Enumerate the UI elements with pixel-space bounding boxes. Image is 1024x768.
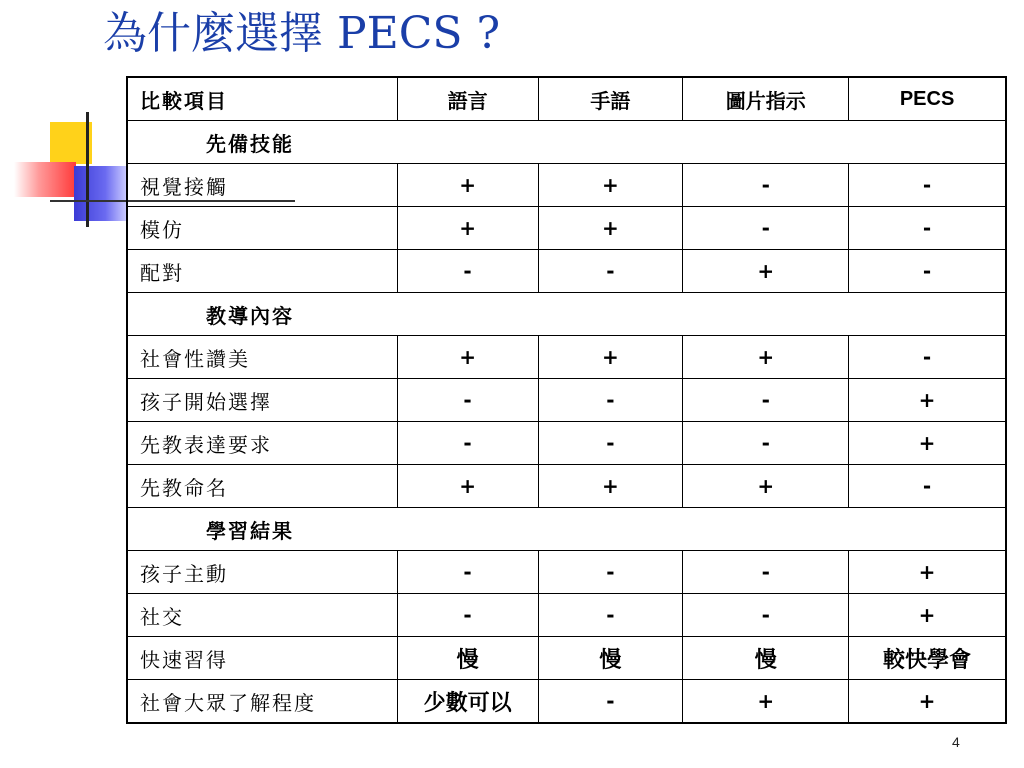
table-row (128, 164, 1006, 207)
table-row (128, 594, 1006, 637)
value-cell: + (849, 551, 1006, 594)
row-label: 視覺接觸 (128, 164, 398, 207)
value-cell: + (397, 336, 538, 379)
table-row (128, 637, 1006, 680)
decorative-vertical-line (86, 112, 89, 227)
value-cell: - (397, 551, 538, 594)
header-sign-language: 手語 (538, 78, 683, 121)
value-cell: - (538, 379, 683, 422)
table-row (128, 379, 1006, 422)
value-cell: - (397, 379, 538, 422)
row-label: 配對 (128, 250, 398, 293)
value-cell: + (849, 680, 1006, 723)
value-cell: - (849, 207, 1006, 250)
table-row (128, 422, 1006, 465)
value-cell: + (683, 465, 849, 508)
row-label: 快速習得 (128, 637, 398, 680)
section-label: 先備技能 (128, 121, 1006, 164)
value-cell: - (683, 422, 849, 465)
value-cell: + (538, 164, 683, 207)
section-row (128, 508, 1006, 551)
table-row (128, 207, 1006, 250)
value-cell: - (683, 379, 849, 422)
value-cell: - (538, 250, 683, 293)
value-cell: 慢 (683, 637, 849, 680)
value-cell: - (849, 465, 1006, 508)
value-cell: + (538, 336, 683, 379)
value-cell: - (397, 250, 538, 293)
value-cell: + (397, 465, 538, 508)
row-label: 先教表達要求 (128, 422, 398, 465)
value-cell: + (397, 207, 538, 250)
value-cell: - (849, 250, 1006, 293)
value-cell: + (538, 465, 683, 508)
header-picture-pointing: 圖片指示 (683, 78, 849, 121)
value-cell: 慢 (538, 637, 683, 680)
value-cell: + (538, 207, 683, 250)
table-row (128, 551, 1006, 594)
value-cell: - (397, 422, 538, 465)
value-cell: + (683, 250, 849, 293)
value-cell: - (683, 594, 849, 637)
value-cell: + (683, 336, 849, 379)
value-cell: + (397, 164, 538, 207)
value-cell: 較快學會 (849, 637, 1006, 680)
row-label: 先教命名 (128, 465, 398, 508)
value-cell: 少數可以 (397, 680, 538, 723)
value-cell: - (683, 207, 849, 250)
table-row (128, 250, 1006, 293)
header-compare-item: 比較項目 (128, 78, 398, 121)
decorative-red-gradient-square (14, 162, 76, 197)
row-label: 社會大眾了解程度 (128, 680, 398, 723)
row-label: 社會性讚美 (128, 336, 398, 379)
header-pecs: PECS (849, 78, 1006, 121)
value-cell: + (683, 680, 849, 723)
value-cell: - (849, 164, 1006, 207)
value-cell: - (538, 594, 683, 637)
decorative-blue-gradient-square (74, 166, 126, 221)
value-cell: - (683, 551, 849, 594)
row-label: 社交 (128, 594, 398, 637)
section-label: 學習結果 (128, 508, 1006, 551)
page-number: 4 (952, 734, 960, 750)
table-row (128, 465, 1006, 508)
comparison-table (127, 77, 1006, 723)
value-cell: + (849, 422, 1006, 465)
section-row (128, 293, 1006, 336)
value-cell: - (849, 336, 1006, 379)
row-label: 孩子主動 (128, 551, 398, 594)
slide-title: 為什麼選擇 PECS ? (103, 8, 501, 59)
value-cell: - (538, 422, 683, 465)
value-cell: + (849, 594, 1006, 637)
value-cell: 慢 (397, 637, 538, 680)
value-cell: - (538, 551, 683, 594)
section-label: 教導內容 (128, 293, 1006, 336)
table-header-row (128, 78, 1006, 121)
value-cell: - (538, 680, 683, 723)
value-cell: + (849, 379, 1006, 422)
section-row (128, 121, 1006, 164)
value-cell: - (397, 594, 538, 637)
table-row (128, 336, 1006, 379)
value-cell: - (683, 164, 849, 207)
table-row (128, 680, 1006, 723)
row-label: 孩子開始選擇 (128, 379, 398, 422)
header-speech: 語言 (397, 78, 538, 121)
table-body (128, 121, 1006, 723)
row-label: 模仿 (128, 207, 398, 250)
